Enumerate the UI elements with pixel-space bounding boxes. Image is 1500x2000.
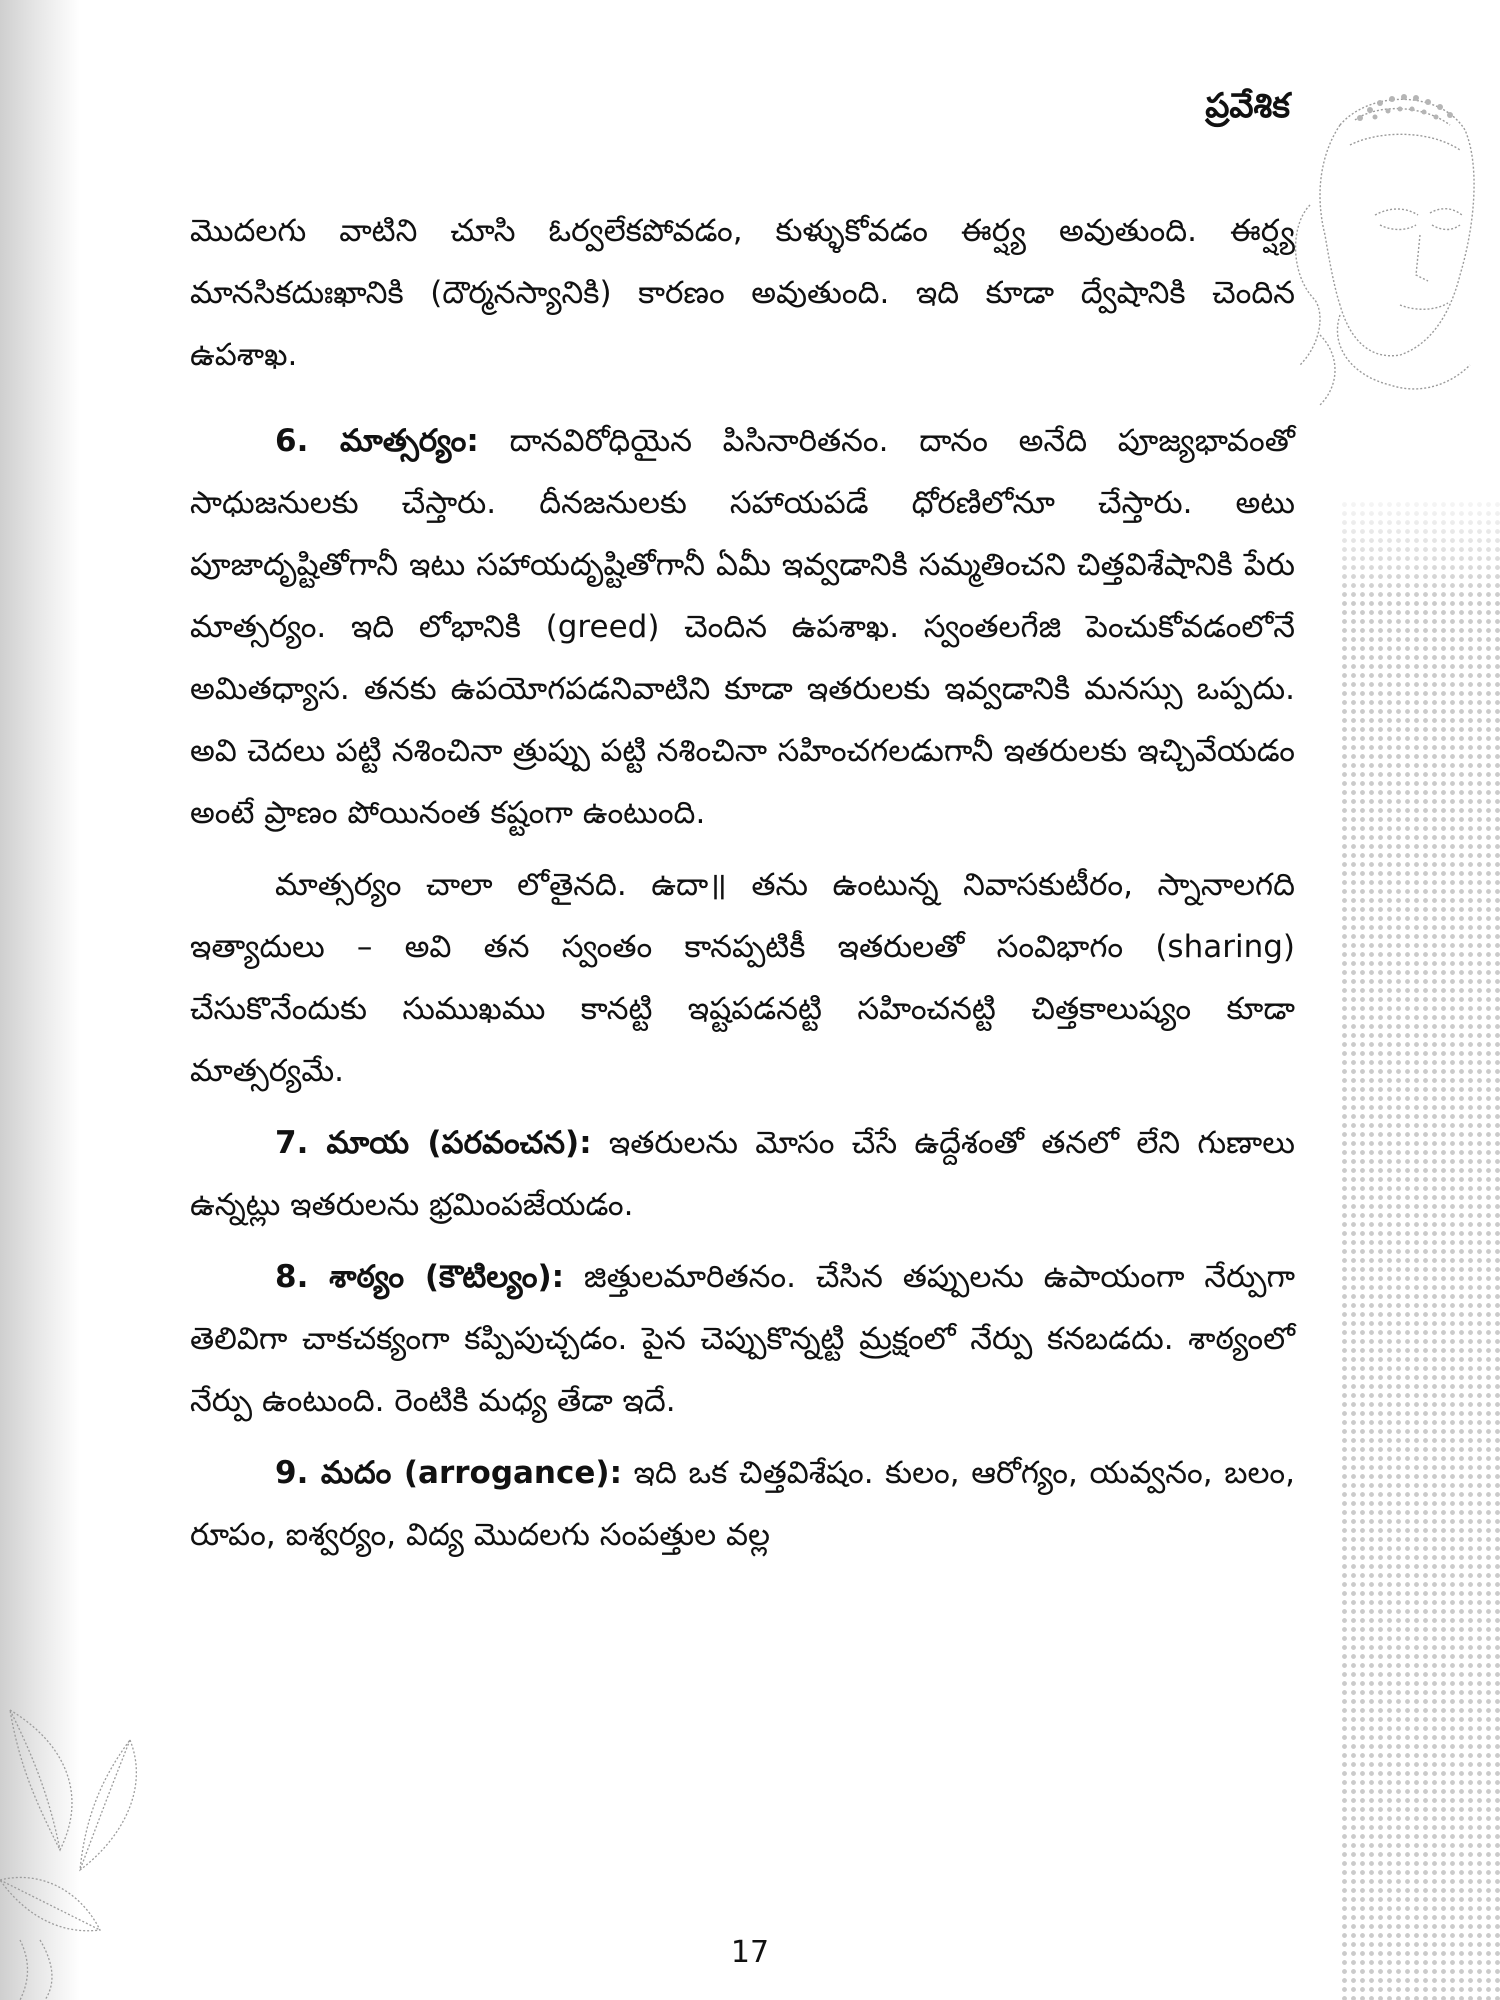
paragraph-text: ఇది ఒక చిత్తవిశేషం. కులం, ఆరోగ్యం, యవ్వనం, బలం, రూపం, ఐశ్వర్యం, విద్య మొదలగు సంపత్తుల వల్ల	[190, 1455, 1295, 1553]
halftone-fade	[1330, 480, 1500, 600]
paragraph-text: జిత్తులమారితనం. చేసిన తప్పులను ఉపాయంగా నేర్పుగా తెలివిగా చాకచక్యంగా కప్పిపుచ్చడం. పైన చెప్పుకొన్నట్టి మ్రక్షంలో నేర్పు కనబడదు. శాఠ్యంలో నేర్పు ఉంటుంది. రెంటికి మధ్య తేడా ఇదే.	[190, 1259, 1295, 1419]
paragraph-madam	[190, 1442, 1295, 1566]
body-text	[190, 200, 1295, 1576]
right-halftone-strip	[1340, 500, 1500, 2000]
paragraph	[190, 200, 1295, 386]
page-number: 17	[730, 1935, 770, 1970]
paragraph-maya	[190, 1112, 1295, 1236]
term-heading: 8. శాఠ్యం (కౌటిల్యం):	[275, 1259, 565, 1295]
paragraph-text: మొదలగు వాటిని చూసి ఓర్వలేకపోవడం, కుళ్ళుకోవడం ఈర్ష్య అవుతుంది. ఈర్ష్య మానసికదుఃఖానికి (దౌర్మనస్యానికి) కారణం అవుతుంది. ఇది కూడా ద్వేషానికి చెందిన ఉపశాఖ.	[190, 213, 1295, 373]
term-heading: 9. మదం (arrogance):	[275, 1455, 622, 1491]
paragraph-shathyam	[190, 1246, 1295, 1432]
paragraph	[190, 854, 1295, 1102]
header-title: ప్రవేశిక	[1205, 86, 1290, 126]
paragraph-text: దానవిరోధియైన పిసినారితనం. దానం అనేది పూజ్యభావంతో సాధుజనులకు చేస్తారు. దీనజనులకు సహాయపడే ధోరణిలోనూ చేస్తారు. అటు పూజాదృష్టితోగానీ ఇటు సహాయదృష్టితోగానీ ఏమీ ఇవ్వడానికి సమ్మతించని చిత్తవిశేషానికి పేరు మాత్సర్యం. ఇది లోభానికి (greed) చెందిన ఉపశాఖ. స్వంతలగేజి పెంచుకోవడంలోనే అమితధ్యాస. తనకు ఉపయోగపడనివాటిని కూడా ఇతరులకు ఇవ్వడానికి మనస్సు ఒప్పదు. అవి చెదలు పట్టి నశించినా త్రుప్పు పట్టి నశించినా సహించగలడుగానీ ఇతరులకు ఇచ్చివేయడం అంటే ప్రాణం పోయినంత కష్టంగా ఉంటుంది.	[190, 423, 1295, 831]
paragraph-text: ఇతరులను మోసం చేసే ఉద్దేశంతో తనలో లేని గుణాలు ఉన్నట్లు ఇతరులను భ్రమింపజేయడం.	[190, 1125, 1295, 1223]
paragraph-matsaryam	[190, 410, 1295, 844]
term-heading: 6. మాత్సర్యం:	[275, 423, 479, 459]
term-heading: 7. మాయ (పరవంచన):	[275, 1125, 592, 1161]
paragraph-text: మాత్సర్యం చాలా లోతైనది. ఉదా॥ తను ఉంటున్న నివాసకుటీరం, స్నానాలగది ఇత్యాదులు – అవి తన స్వంతం కానప్పటికీ ఇతరులతో సంవిభాగం (sharing) చేసుకొనేందుకు సుముఖము కానట్టి ఇష్టపడనట్టి సహించనట్టి చిత్తకాలుష్యం కూడా మాత్సర్యమే.	[190, 867, 1295, 1089]
buddha-face-illustration	[1280, 85, 1480, 415]
